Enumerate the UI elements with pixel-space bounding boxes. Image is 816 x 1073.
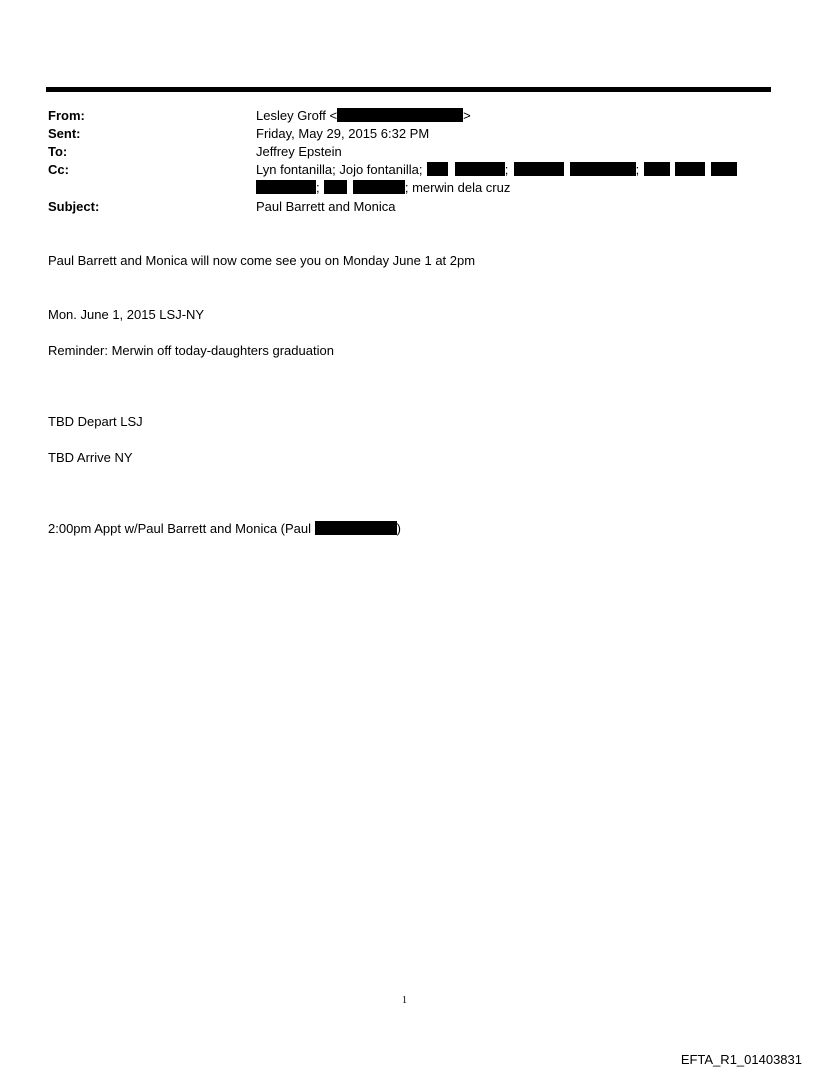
redaction-box xyxy=(644,162,670,176)
redaction-box xyxy=(711,162,737,176)
body-paragraph: TBD Arrive NY xyxy=(48,450,133,465)
cc-separator: ; xyxy=(504,162,509,177)
cc-tail: ; merwin dela cruz xyxy=(404,180,511,195)
appointment-close: ) xyxy=(396,521,402,536)
redaction-box xyxy=(514,162,564,176)
sent-value: Friday, May 29, 2015 6:32 PM xyxy=(256,126,430,141)
appointment-text: 2:00pm Appt w/Paul Barrett and Monica (Paul xyxy=(48,521,312,536)
cc-separator: ; xyxy=(316,180,320,195)
to-label: To: xyxy=(48,144,68,159)
redaction-box xyxy=(256,180,316,194)
cc-value-line-1 xyxy=(256,161,737,179)
redaction-box xyxy=(427,162,448,176)
to-value: Jeffrey Epstein xyxy=(256,144,342,159)
body-paragraph: Reminder: Merwin off today-daughters graduation xyxy=(48,343,334,358)
sent-label: Sent: xyxy=(48,126,81,141)
body-paragraph xyxy=(48,520,401,538)
redaction-box xyxy=(324,180,347,194)
subject-label: Subject: xyxy=(48,199,100,214)
from-close: > xyxy=(463,108,471,123)
redaction-box xyxy=(315,521,397,535)
page-number: 1 xyxy=(402,995,407,1006)
header-divider-rule xyxy=(46,87,771,92)
body-paragraph: TBD Depart LSJ xyxy=(48,414,143,429)
redaction-box xyxy=(675,162,705,176)
redaction-box xyxy=(337,108,463,122)
subject-value: Paul Barrett and Monica xyxy=(256,199,396,214)
from-value xyxy=(256,107,471,125)
body-paragraph: Mon. June 1, 2015 LSJ-NY xyxy=(48,307,205,322)
cc-names: Lyn fontanilla; Jojo fontanilla; xyxy=(256,162,423,177)
cc-separator: ; xyxy=(635,162,640,177)
cc-value-line-2 xyxy=(256,179,510,197)
from-label: From: xyxy=(48,108,85,123)
bates-number: EFTA_R1_01403831 xyxy=(680,1052,802,1067)
redaction-box xyxy=(570,162,636,176)
from-name: Lesley Groff < xyxy=(256,108,338,123)
redaction-box xyxy=(455,162,505,176)
cc-label: Cc: xyxy=(48,162,69,177)
redaction-box xyxy=(353,180,405,194)
body-paragraph: Paul Barrett and Monica will now come see you on Monday June 1 at 2pm xyxy=(48,253,476,268)
